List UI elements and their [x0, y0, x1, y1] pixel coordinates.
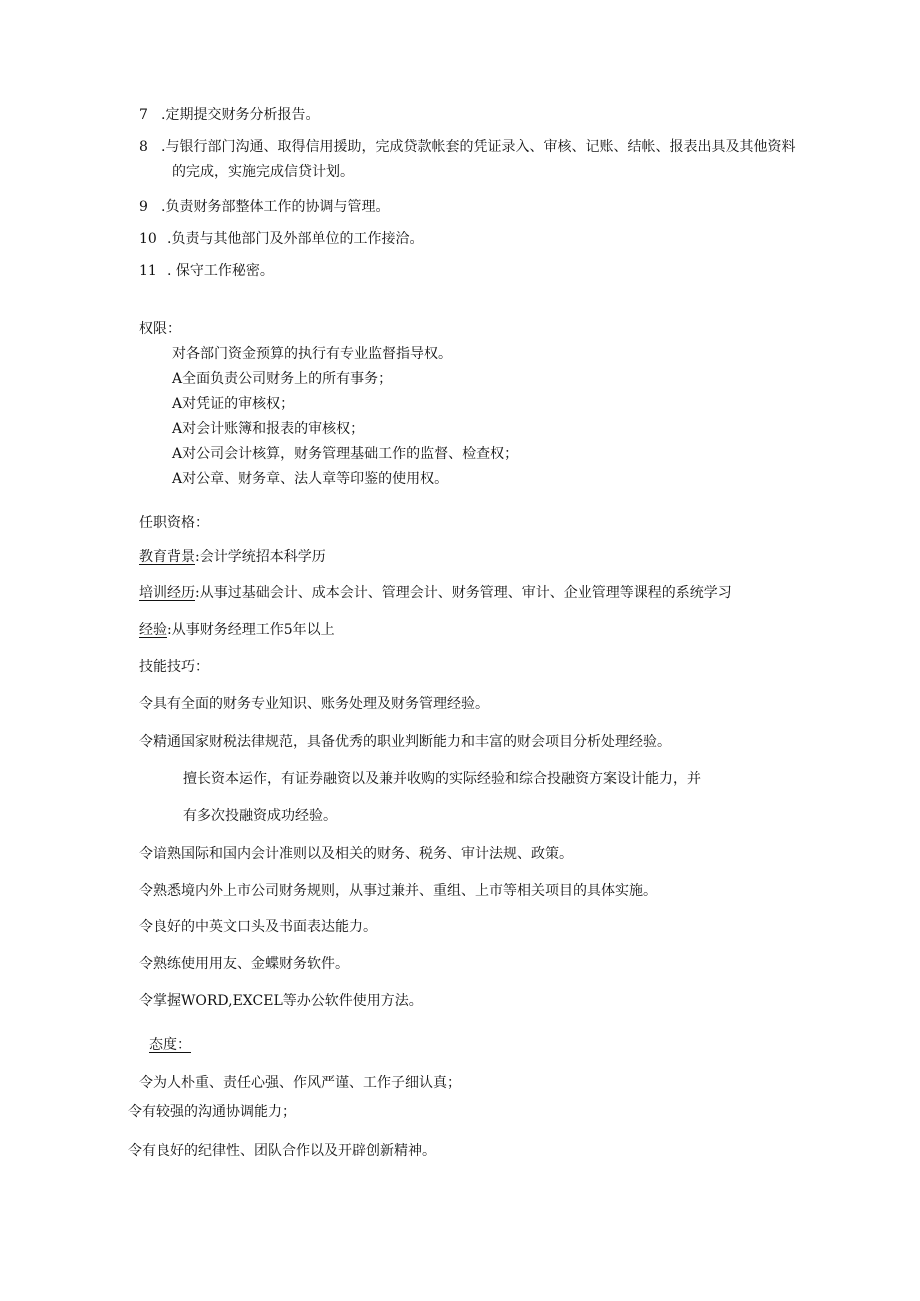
attitude-item: 令有较强的沟通协调能力；	[128, 1104, 296, 1120]
duty-text: .负责财务部整体工作的协调与管理。	[161, 199, 390, 215]
duty-number: 11	[139, 263, 157, 279]
authority-item: A对公司会计核算，财务管理基础工作的监督、检查权；	[172, 446, 519, 462]
skill-item: 令熟练使用用友、金蝶财务软件。	[139, 956, 349, 972]
authority-item: A对会计账簿和报表的审核权；	[172, 421, 365, 437]
skill-item: 令掌握WORD,EXCEL等办公软件使用方法。	[139, 993, 423, 1009]
skill-item: 令谙熟国际和国内会计准则以及相关的财务、税务、审计法规、政策。	[139, 846, 573, 862]
attitude-heading: 态度：	[149, 1037, 191, 1053]
education-line	[139, 548, 326, 566]
duty-number: 9	[139, 199, 148, 215]
training-line	[139, 584, 732, 602]
duty-item	[139, 230, 423, 248]
duty-item	[139, 106, 319, 124]
authority-heading: 权限：	[139, 321, 181, 337]
skill-item: 令良好的中英文口头及书面表达能力。	[139, 919, 377, 935]
duty-number: 7	[139, 107, 148, 123]
authority-item: A对凭证的审核权；	[172, 396, 295, 412]
duty-text: .定期提交财务分析报告。	[161, 107, 320, 123]
duty-continuation: 的完成，实施完成信贷计划。	[172, 164, 354, 180]
experience-value: :从事财务经理工作5年以上	[167, 622, 335, 638]
education-value: :会计学统招本科学历	[195, 549, 326, 565]
authority-intro: 对各部门资金预算的执行有专业监督指导权。	[172, 346, 452, 362]
attitude-item: 令有良好的纪律性、团队合作以及开辟创新精神。	[128, 1143, 436, 1159]
skill-item: 令熟悉境内外上市公司财务规则，从事过兼并、重组、上市等相关项目的具体实施。	[139, 883, 657, 899]
skills-heading: 技能技巧：	[139, 659, 209, 675]
experience-label: 经验	[139, 622, 167, 638]
duty-text: .负责与其他部门及外部单位的工作接洽。	[167, 231, 424, 247]
attitude-item: 令为人朴重、责任心强、作风严谨、工作子细认真；	[139, 1075, 461, 1091]
duty-item	[139, 198, 389, 216]
duty-text: .与银行部门沟通、取得信用援助，完成贷款帐套的凭证录入、审核、记账、结帐、报表出具及其他资料	[161, 139, 796, 155]
duty-item	[139, 262, 274, 280]
education-label: 教育背景	[139, 549, 195, 565]
qualifications-heading: 任职资格：	[139, 515, 209, 531]
duty-number: 8	[139, 139, 148, 155]
skill-item: 有多次投融资成功经验。	[183, 808, 337, 824]
duty-text: . 保守工作秘密。	[167, 263, 274, 279]
authority-item: A全面负责公司财务上的所有事务；	[172, 371, 393, 387]
training-label: 培训经历	[139, 585, 195, 601]
skill-item: 令精通国家财税法律规范，具备优秀的职业判断能力和丰富的财会项目分析处理经验。	[139, 734, 671, 750]
duty-item	[139, 138, 795, 156]
training-value: :从事过基础会计、成本会计、管理会计、财务管理、审计、企业管理等课程的系统学习	[195, 585, 732, 601]
duty-number: 10	[139, 231, 157, 247]
experience-line	[139, 621, 335, 639]
skill-item: 令具有全面的财务专业知识、账务处理及财务管理经验。	[139, 696, 489, 712]
skill-item: 擅长资本运作，有证券融资以及兼并收购的实际经验和综合投融资方案设计能力，并	[183, 771, 701, 787]
authority-item: A对公章、财务章、法人章等印鉴的使用权。	[172, 471, 449, 487]
